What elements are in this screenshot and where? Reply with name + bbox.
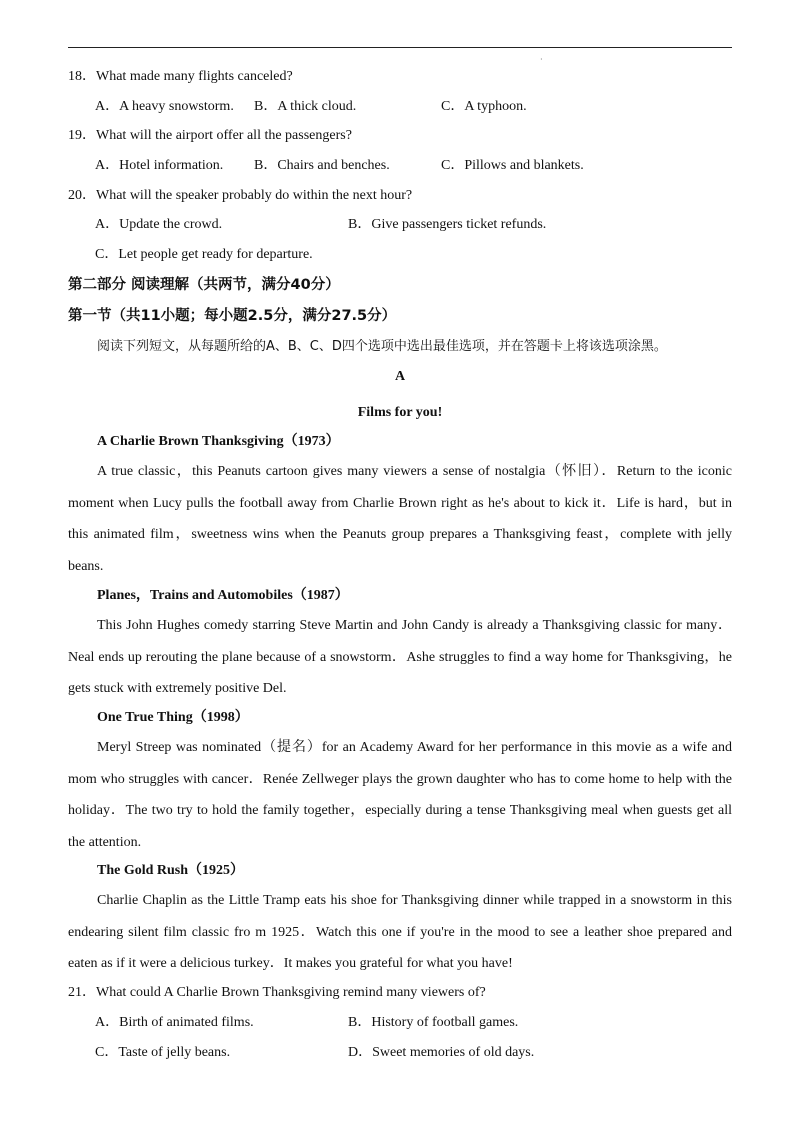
question-21-option-b: B．History of football games.: [348, 1015, 519, 1030]
subsection-title: 第一节（共11小题；每小题2.5分，满分27.5分）: [68, 308, 397, 324]
film-heading: Planes，Trains and Automobiles（1987）: [97, 588, 349, 603]
question-20-stem: 20．What will the speaker probably do within the next hour?: [68, 188, 413, 203]
question-20-option-a: A．Update the crowd.: [95, 217, 223, 232]
question-21-option-a: A．Birth of animated films.: [95, 1015, 254, 1030]
instruction-text: 阅读下列短文，从每题所给的A、B、C、D四个选项中选出最佳选项，并在答题卡上将该选项涂黑。: [97, 339, 667, 354]
question-20-option-c: C．Let people get ready for departure.: [95, 247, 313, 262]
question-18-stem: 18．What made many flights canceled?: [68, 69, 293, 84]
film-heading: One True Thing（1998）: [97, 710, 249, 725]
passage-label: A: [394, 369, 406, 384]
question-18-option-b: B．A thick cloud.: [254, 99, 357, 114]
question-19-option-b: B．Chairs and benches.: [254, 158, 390, 173]
film-heading: The Gold Rush（1925）: [97, 863, 245, 878]
question-21-option-c: C．Taste of jelly beans.: [95, 1045, 231, 1060]
question-18-option-a: A．A heavy snowstorm.: [95, 99, 234, 114]
question-21-option-d: D．Sweet memories of old days.: [348, 1045, 535, 1060]
passage-title: Films for you!: [357, 405, 443, 420]
page-mark: ·: [540, 55, 543, 64]
question-18-option-c: C．A typhoon.: [441, 99, 527, 114]
film-description: This John Hughes comedy starring Steve Martin and John Candy is already a Thanksgiving classic for many．Neal ends up rerouting the plane because of a snowstorm．Ashe struggles to find a way home for Thanksgiving，he gets stuck with extremely positive Del.: [68, 618, 732, 696]
question-19-stem: 19．What will the airport offer all the passengers?: [68, 128, 352, 143]
header-rule: [68, 47, 732, 48]
question-19-option-c: C．Pillows and blankets.: [441, 158, 584, 173]
film-description: Charlie Chaplin as the Little Tramp eats his shoe for Thanksgiving dinner while trapped in a snowstorm in this endearing silent film classic fro m 1925．Watch this one if you're in the mood to see a leather shoe prepared and eaten as if it were a delicious turkey．It makes you grateful for what you have!: [68, 893, 732, 971]
question-20-option-b: B．Give passengers ticket refunds.: [348, 217, 547, 232]
film-heading: A Charlie Brown Thanksgiving（1973）: [97, 434, 340, 449]
part-title: 第二部分 阅读理解（共两节，满分40分）: [68, 277, 340, 293]
film-description: A true classic，this Peanuts cartoon gives many viewers a sense of nostalgia（怀旧）．Return to the iconic moment when Lucy pulls the football away from Charlie Brown right as he's about to kick it．Life is hard，but in this animated film，sweetness wins when the Peanuts group prepares a Thanksgiving feast，complete with jelly beans.: [68, 464, 732, 574]
question-19-option-a: A．Hotel information.: [95, 158, 224, 173]
question-21-stem: 21．What could A Charlie Brown Thanksgiving remind many viewers of?: [68, 985, 486, 1000]
film-description: Meryl Streep was nominated（提名）for an Academy Award for her performance in this movie as a wife and mom who struggles with cancer．Renée Zellweger plays the grown daughter who has to come home to help with the holiday．The two try to hold the family together，especially during a tense Thanksgiving meal when guests get all the attention.: [68, 740, 732, 850]
